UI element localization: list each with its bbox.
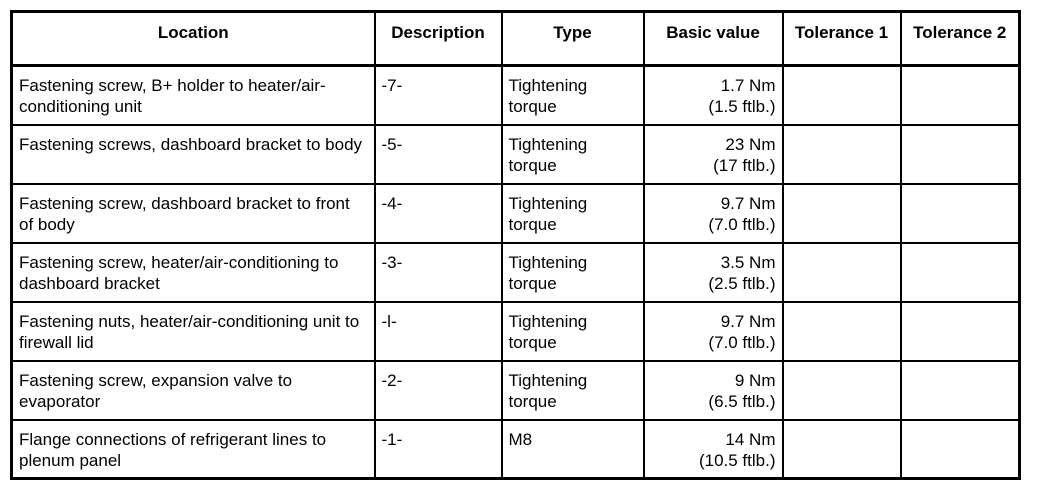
location-cell: Fastening nuts, heater/air-conditioning unit to firewall lid (12, 302, 375, 361)
type-cell: Tightening torque (502, 66, 644, 125)
tolerance-2-cell (901, 302, 1020, 361)
tolerance-1-cell (783, 420, 901, 479)
tolerance-1-cell (783, 243, 901, 302)
table-row (12, 184, 1020, 243)
header-type: Type (502, 12, 644, 66)
basic-value-imperial: (10.5 ftlb.) (698, 450, 776, 470)
description-cell: -4- (375, 184, 502, 243)
tolerance-1-cell (783, 66, 901, 125)
basic-value-imperial: (7.0 ftlb.) (708, 214, 776, 234)
basic-value-imperial: (6.5 ftlb.) (708, 391, 776, 411)
tolerance-2-cell (901, 125, 1020, 184)
tolerance-2-cell (901, 184, 1020, 243)
basic-value-imperial: (2.5 ftlb.) (708, 273, 776, 293)
description-cell: -5- (375, 125, 502, 184)
basic-value-imperial: (17 ftlb.) (713, 155, 776, 175)
basic-value-metric: 3.5 Nm (720, 252, 776, 272)
type-cell: Tightening torque (502, 302, 644, 361)
tolerance-1-cell (783, 184, 901, 243)
location-cell: Fastening screw, heater/air-conditioning to dashboard bracket (12, 243, 375, 302)
header-description: Description (375, 12, 502, 66)
type-cell: Tightening torque (502, 125, 644, 184)
basic-value-cell (644, 184, 783, 243)
tolerance-1-cell (783, 125, 901, 184)
description-cell: -7- (375, 66, 502, 125)
table-row (12, 361, 1020, 420)
tolerance-2-cell (901, 66, 1020, 125)
table-row (12, 243, 1020, 302)
basic-value-metric: 14 Nm (725, 429, 776, 449)
torque-specification-table (10, 10, 1021, 480)
description-cell: -3- (375, 243, 502, 302)
description-cell: -2- (375, 361, 502, 420)
location-cell: Fastening screw, dashboard bracket to front of body (12, 184, 375, 243)
basic-value-cell (644, 302, 783, 361)
table-row (12, 125, 1020, 184)
table-row (12, 66, 1020, 125)
description-cell: -l- (375, 302, 502, 361)
basic-value-cell (644, 361, 783, 420)
table-body (12, 66, 1020, 479)
location-cell: Fastening screw, expansion valve to evaporator (12, 361, 375, 420)
basic-value-metric: 23 Nm (725, 134, 776, 154)
type-cell: Tightening torque (502, 184, 644, 243)
table-row (12, 302, 1020, 361)
type-cell: M8 (502, 420, 644, 479)
location-cell: Fastening screw, B+ holder to heater/air-conditioning unit (12, 66, 375, 125)
basic-value-metric: 9.7 Nm (720, 193, 776, 213)
table-row (12, 420, 1020, 479)
tolerance-2-cell (901, 243, 1020, 302)
table-header (12, 12, 1020, 66)
header-basic-value: Basic value (644, 12, 783, 66)
basic-value-imperial: (1.5 ftlb.) (708, 97, 776, 116)
basic-value-cell (644, 125, 783, 184)
location-cell: Fastening screws, dashboard bracket to body (12, 125, 375, 184)
basic-value-imperial: (7.0 ftlb.) (708, 332, 776, 352)
type-cell: Tightening torque (502, 361, 644, 420)
header-location: Location (12, 12, 375, 66)
tolerance-1-cell (783, 361, 901, 420)
basic-value-metric: 1.7 Nm (720, 76, 776, 95)
basic-value-metric: 9 Nm (734, 370, 776, 390)
tolerance-2-cell (901, 420, 1020, 479)
basic-value-cell (644, 66, 783, 125)
tolerance-1-cell (783, 302, 901, 361)
basic-value-cell (644, 243, 783, 302)
basic-value-metric: 9.7 Nm (720, 311, 776, 331)
location-cell: Flange connections of refrigerant lines to plenum panel (12, 420, 375, 479)
description-cell: -1- (375, 420, 502, 479)
header-row (12, 12, 1020, 66)
header-tolerance-2: Tolerance 2 (901, 12, 1020, 66)
header-tolerance-1: Tolerance 1 (783, 12, 901, 66)
tolerance-2-cell (901, 361, 1020, 420)
basic-value-cell (644, 420, 783, 479)
type-cell: Tightening torque (502, 243, 644, 302)
